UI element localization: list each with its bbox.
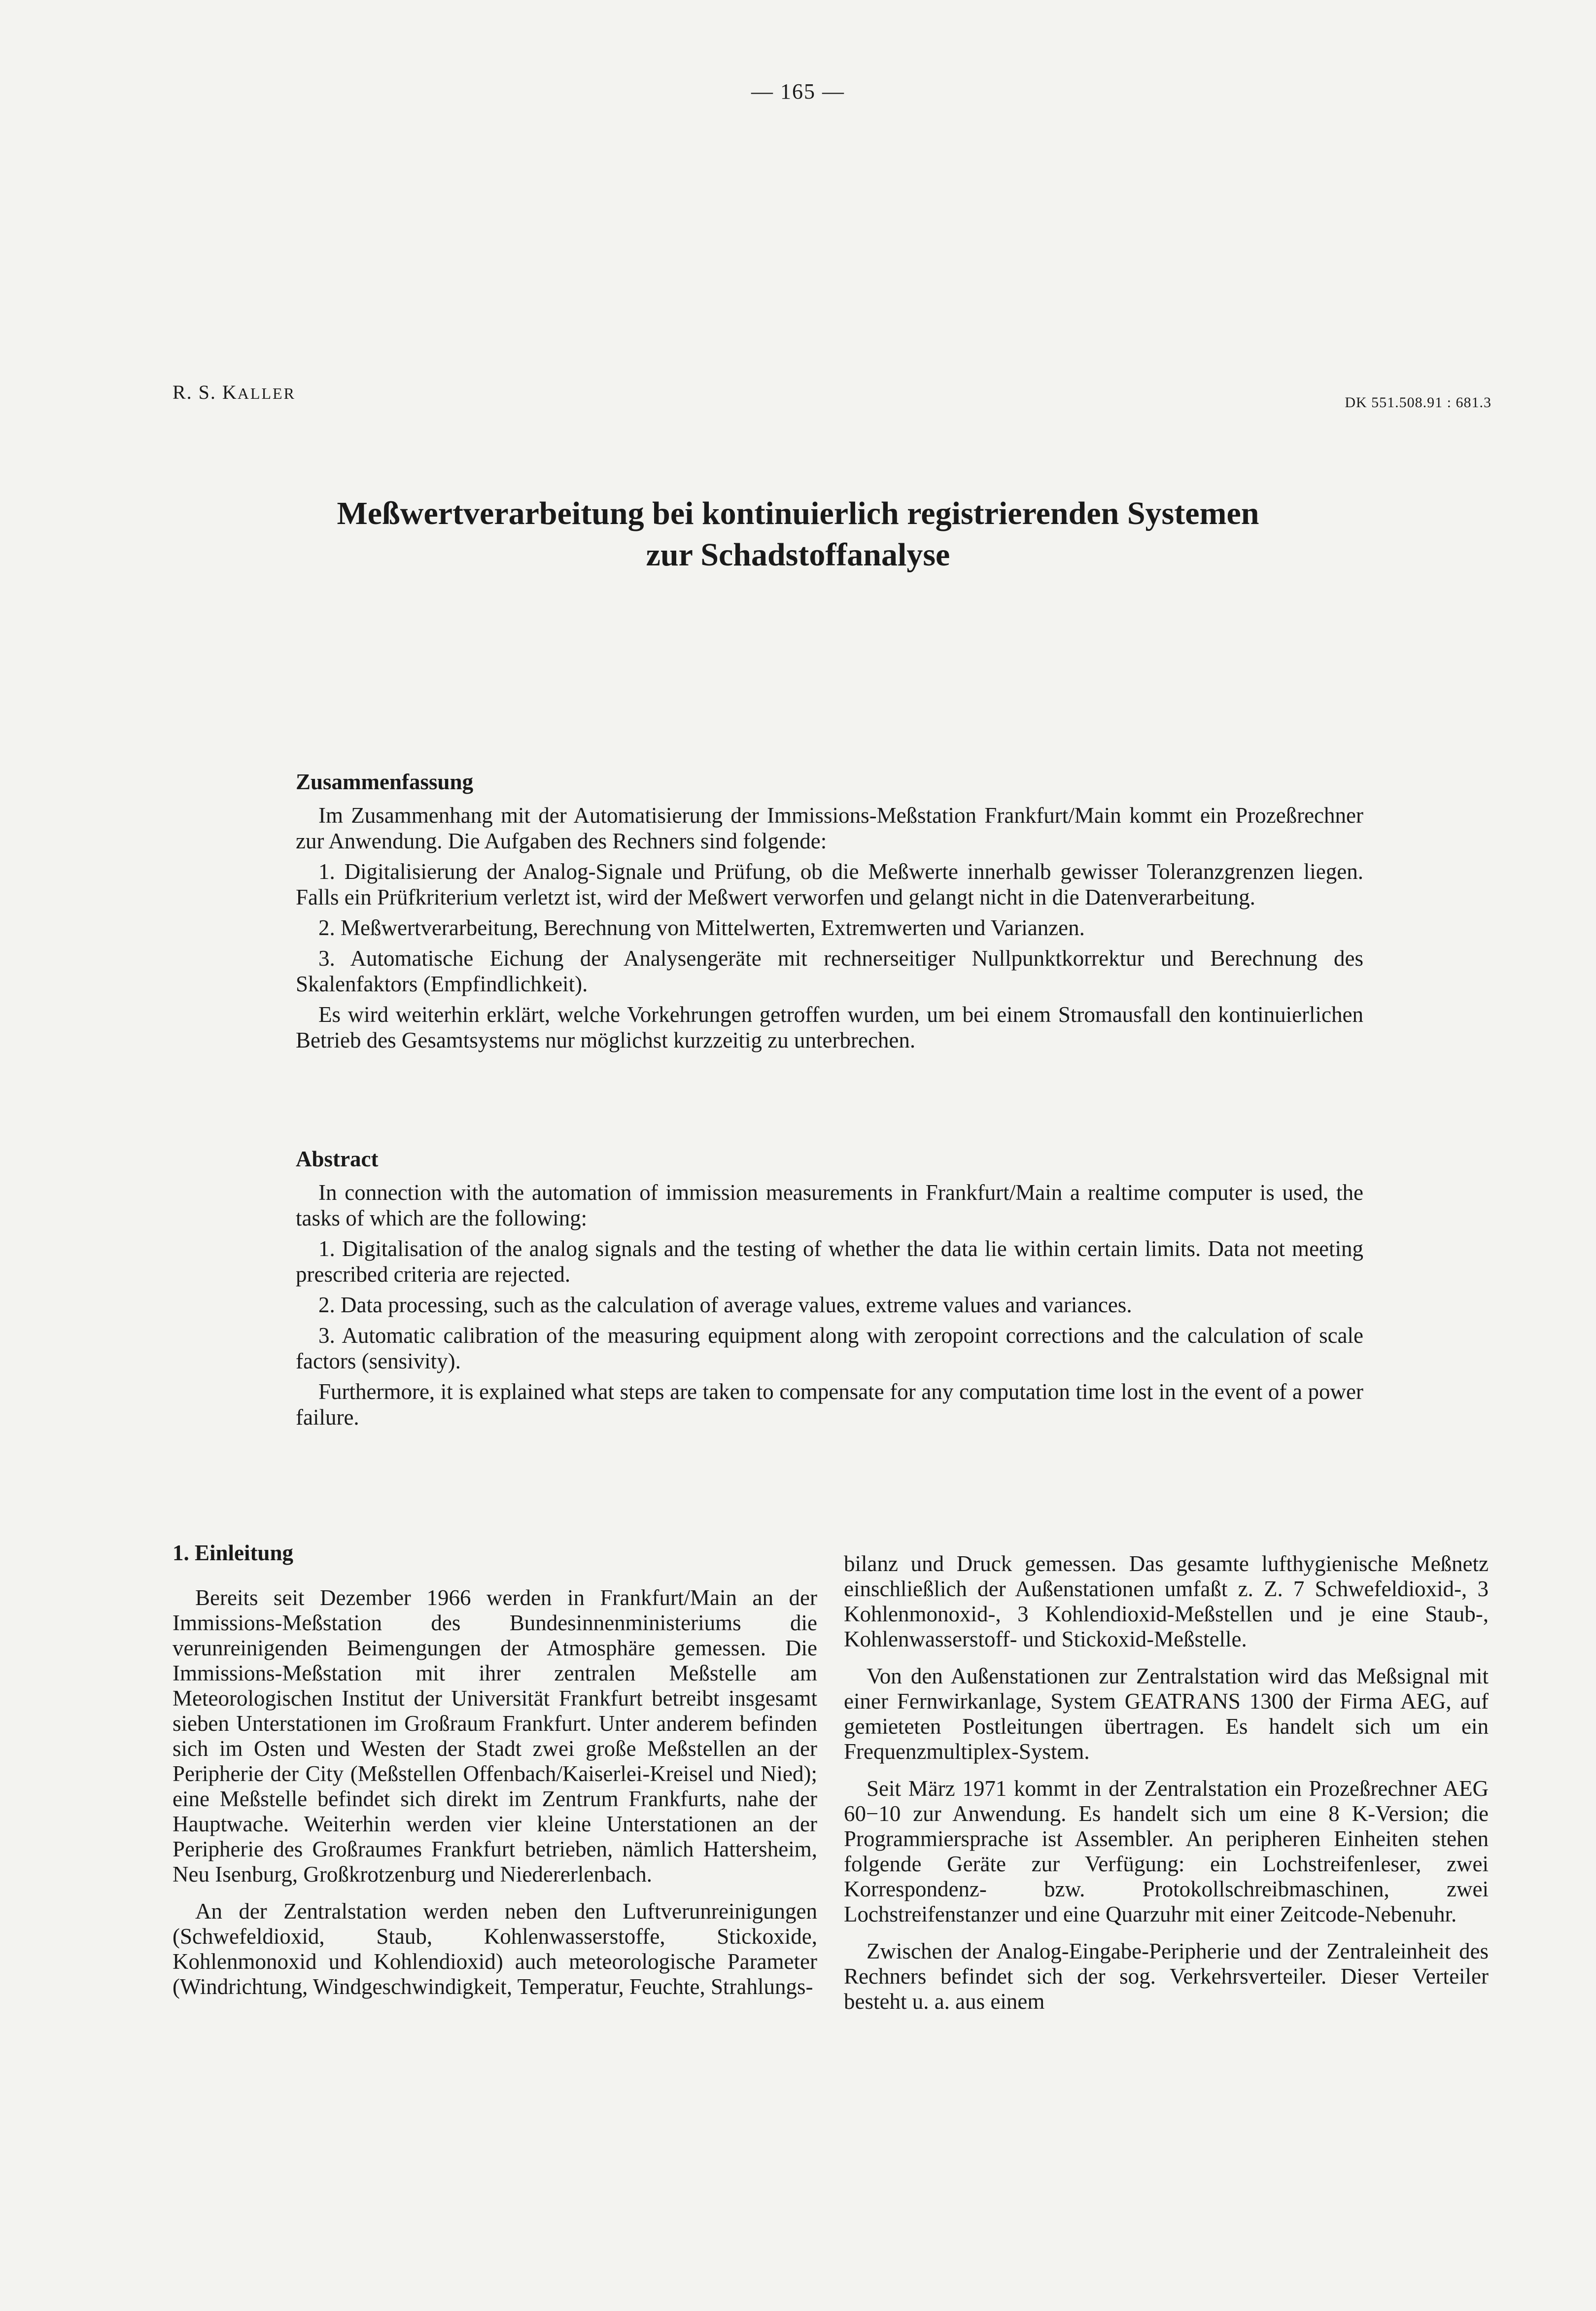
title-line-2: zur Schadstoffanalyse xyxy=(646,537,950,573)
zusammenfassung-paragraph: Es wird weiterhin erklärt, welche Vorkehrungen getroffen wurden, um bei einem Stromausfall den kontinuierlichen Betrieb des Gesamtsystems nur möglichst kurzzeitig zu unterbrechen. xyxy=(296,1002,1363,1052)
abstract-paragraph: 3. Automatic calibration of the measuring equipment along with zeropoint corrections and the calculation of scale factors (sensivity). xyxy=(296,1323,1363,1373)
abstract-section xyxy=(296,1146,1363,1435)
body-paragraph: Zwischen der Analog-Eingabe-Peripherie und der Zentraleinheit des Rechners befindet sich der sog. Verkehrsverteiler. Dieser Verteiler besteht u. a. aus einem xyxy=(844,1939,1489,2014)
zusammenfassung-heading: Zusammenfassung xyxy=(296,770,474,794)
abstract-paragraph: Furthermore, it is explained what steps are taken to compensate for any computation time lost in the event of a power failure. xyxy=(296,1379,1363,1430)
author xyxy=(173,381,296,404)
zusammenfassung-paragraph: Im Zusammenhang mit der Automatisierung der Immissions-Meßstation Frankfurt/Main kommt ein Prozeßrechner zur Anwendung. Die Aufgaben des Rechners sind folgende: xyxy=(296,803,1363,853)
dk-classification: DK 551.508.91 : 681.3 xyxy=(1345,394,1492,411)
body-paragraph: Seit März 1971 kommt in der Zentralstation ein Prozeßrechner AEG 60−10 zur Anwendung. Es handelt sich um eine 8 K-Version; die Programmiersprache ist Assembler. An peripheren Einheiten stehen folgende Geräte zur Verfügung: ein Lochstreifenleser, zwei Korrespondenz- bzw. Protokollschreibmaschinen, zwei Lochstreifenstanzer und eine Quarzuhr mit einer Zeitcode-Nebenuhr. xyxy=(844,1776,1489,1926)
zusammenfassung-paragraph: 1. Digitalisierung der Analog-Signale und Prüfung, ob die Meßwerte innerhalb gewisser Toleranzgrenzen liegen. Falls ein Prüfkriterium verletzt ist, wird der Meßwert verworfen und gelangt nicht in die Datenverarbeitung. xyxy=(296,859,1363,910)
body-paragraph: bilanz und Druck gemessen. Das gesamte lufthygienische Meßnetz einschließlich der Außenstationen umfaßt z. Z. 7 Schwefeldioxid-, 3 Kohlenmonoxid-, 3 Kohlendioxid-Meßstellen und je eine Staub-, Kohlenwasserstoff- und Stickoxid-Meßstelle. xyxy=(844,1551,1489,1651)
body-column-left xyxy=(173,1541,817,2011)
body-paragraph: Bereits seit Dezember 1966 werden in Frankfurt/Main an der Immissions-Meßstation des Bundesinnenministeriums die verunreinigenden Beimengungen der Atmosphäre gemessen. Die Immissions-Meßstation mit ihrer zentralen Meßstelle am Meteorologischen Institut der Universität Frankfurt betreibt insgesamt sieben Unterstationen im Großraum Frankfurt. Unter anderem befinden sich im Osten und Westen der Stadt zwei große Meßstellen an der Peripherie der City (Meßstellen Offenbach/Kaiserlei-Kreisel und Nied); eine Meßstelle befindet sich direkt im Zentrum Frankfurts, nahe der Hauptwache. Weiterhin werden vier kleine Unterstationen an der Peripherie des Großraumes Frankfurt betrieben, nämlich Hattersheim, Neu Isenburg, Großkrotzenburg und Niedererlenbach. xyxy=(173,1585,817,1887)
author-initials: R. S. K xyxy=(173,381,238,403)
zusammenfassung-paragraph: 3. Automatische Eichung der Analysengeräte mit rechnerseitiger Nullpunktkorrektur und Berechnung des Skalenfaktors (Empfindlichkeit). xyxy=(296,946,1363,996)
body-column-right xyxy=(844,1551,1489,2026)
body-paragraph: An der Zentralstation werden neben den Luftverunreinigungen (Schwefeldioxid, Staub, Kohlenwasserstoffe, Stickoxide, Kohlenmonoxid und Kohlendioxid) auch meteorologische Parameter (Windrichtung, Windgeschwindigkeit, Temperatur, Feuchte, Strahlungs- xyxy=(173,1899,817,1999)
title-line-1: Meßwertverarbeitung bei kontinuierlich registrierenden Systemen xyxy=(337,495,1259,531)
abstract-paragraph: In connection with the automation of immission measurements in Frankfurt/Main a realtime computer is used, the tasks of which are the following: xyxy=(296,1180,1363,1230)
page-number: — 165 — xyxy=(751,79,845,104)
paper-title xyxy=(0,493,1596,576)
abstract-paragraph: 1. Digitalisation of the analog signals and the testing of whether the data lie within certain limits. Data not meeting prescribed criteria are rejected. xyxy=(296,1236,1363,1287)
section-heading-einleitung: 1. Einleitung xyxy=(173,1541,294,1565)
abstract-heading: Abstract xyxy=(296,1147,379,1171)
author-surname: ALLER xyxy=(237,385,296,402)
zusammenfassung-section xyxy=(296,769,1363,1058)
zusammenfassung-paragraph: 2. Meßwertverarbeitung, Berechnung von Mittelwerten, Extremwerten und Varianzen. xyxy=(318,915,1085,940)
abstract-paragraph: 2. Data processing, such as the calculation of average values, extreme values and variances. xyxy=(318,1293,1132,1317)
body-paragraph: Von den Außenstationen zur Zentralstation wird das Meßsignal mit einer Fernwirkanlage, System GEATRANS 1300 der Firma AEG, auf gemieteten Postleitungen übertragen. Es handelt sich um ein Frequenzmultiplex-System. xyxy=(844,1664,1489,1764)
